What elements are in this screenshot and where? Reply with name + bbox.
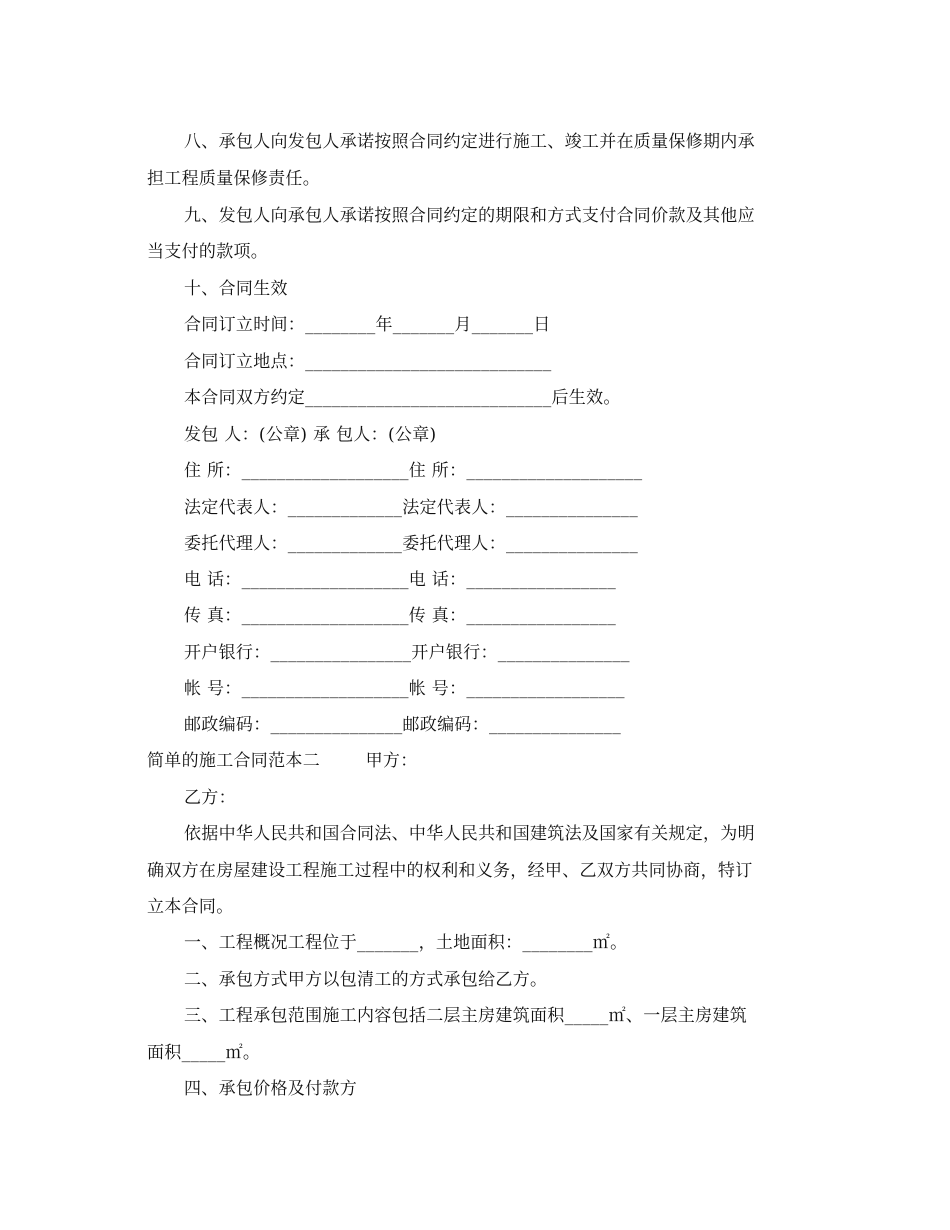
clause-8-line-1: 八、承包人向发包人承诺按照合同约定进行施工、竣工并在质量保修期内承 (184, 132, 755, 152)
party-b-line: 乙方： (184, 788, 236, 808)
fax-line: 传 真：___________________传 真：_________________ (184, 606, 617, 626)
clause-9-line-2: 当支付的款项。 (147, 242, 269, 262)
preamble-line-3: 立本合同。 (147, 897, 234, 917)
clause-4-heading: 四、承包价格及付款方 (184, 1079, 357, 1099)
effective-line: 本合同双方约定____________________________后生效。 (184, 388, 621, 408)
clause-9-line-1: 九、发包人向承包人承诺按照合同约定的期限和方式支付合同价款及其他应 (184, 206, 755, 226)
signing-place-line: 合同订立地点：____________________________ (184, 352, 552, 372)
parties-seal-line: 发包 人：(公章) 承 包人：(公章) (184, 425, 437, 445)
legal-rep-line: 法定代表人：_____________法定代表人：_______________ (184, 498, 638, 518)
agent-line: 委托代理人：_____________委托代理人：_______________ (184, 534, 638, 554)
clause-10-heading: 十、合同生效 (184, 279, 288, 299)
clause-1-line: 一、工程概况工程位于_______，土地面积：________㎡。 (184, 933, 628, 953)
clause-2-line: 二、承包方式甲方以包清工的方式承包给乙方。 (184, 970, 548, 990)
clause-8-line-2: 担工程质量保修责任。 (147, 169, 320, 189)
address-line: 住 所：___________________住 所：____________________ (184, 461, 643, 481)
signing-date-line: 合同订立时间：________年_______月_______日 (184, 315, 551, 335)
preamble-line-2: 确双方在房屋建设工程施工过程中的权利和义务，经甲、乙双方共同协商，特订 (147, 861, 753, 881)
phone-line: 电 话：___________________电 话：_________________ (184, 570, 617, 590)
postcode-line: 邮政编码：_______________邮政编码：_______________ (184, 715, 621, 735)
clause-3-line-2: 面积_____㎡。 (147, 1043, 261, 1063)
template-two-heading: 简单的施工合同范本二 甲方： (147, 751, 418, 771)
account-line: 帐 号：___________________帐 号：__________________ (184, 679, 625, 699)
clause-3-line-1: 三、工程承包范围施工内容包括二层主房建筑面积_____㎡、一层主房建筑 (184, 1006, 747, 1026)
bank-line: 开户银行：________________开户银行：_______________ (184, 643, 630, 663)
preamble-line-1: 依据中华人民共和国合同法、中华人民共和国建筑法及国家有关规定，为明 (184, 824, 755, 844)
